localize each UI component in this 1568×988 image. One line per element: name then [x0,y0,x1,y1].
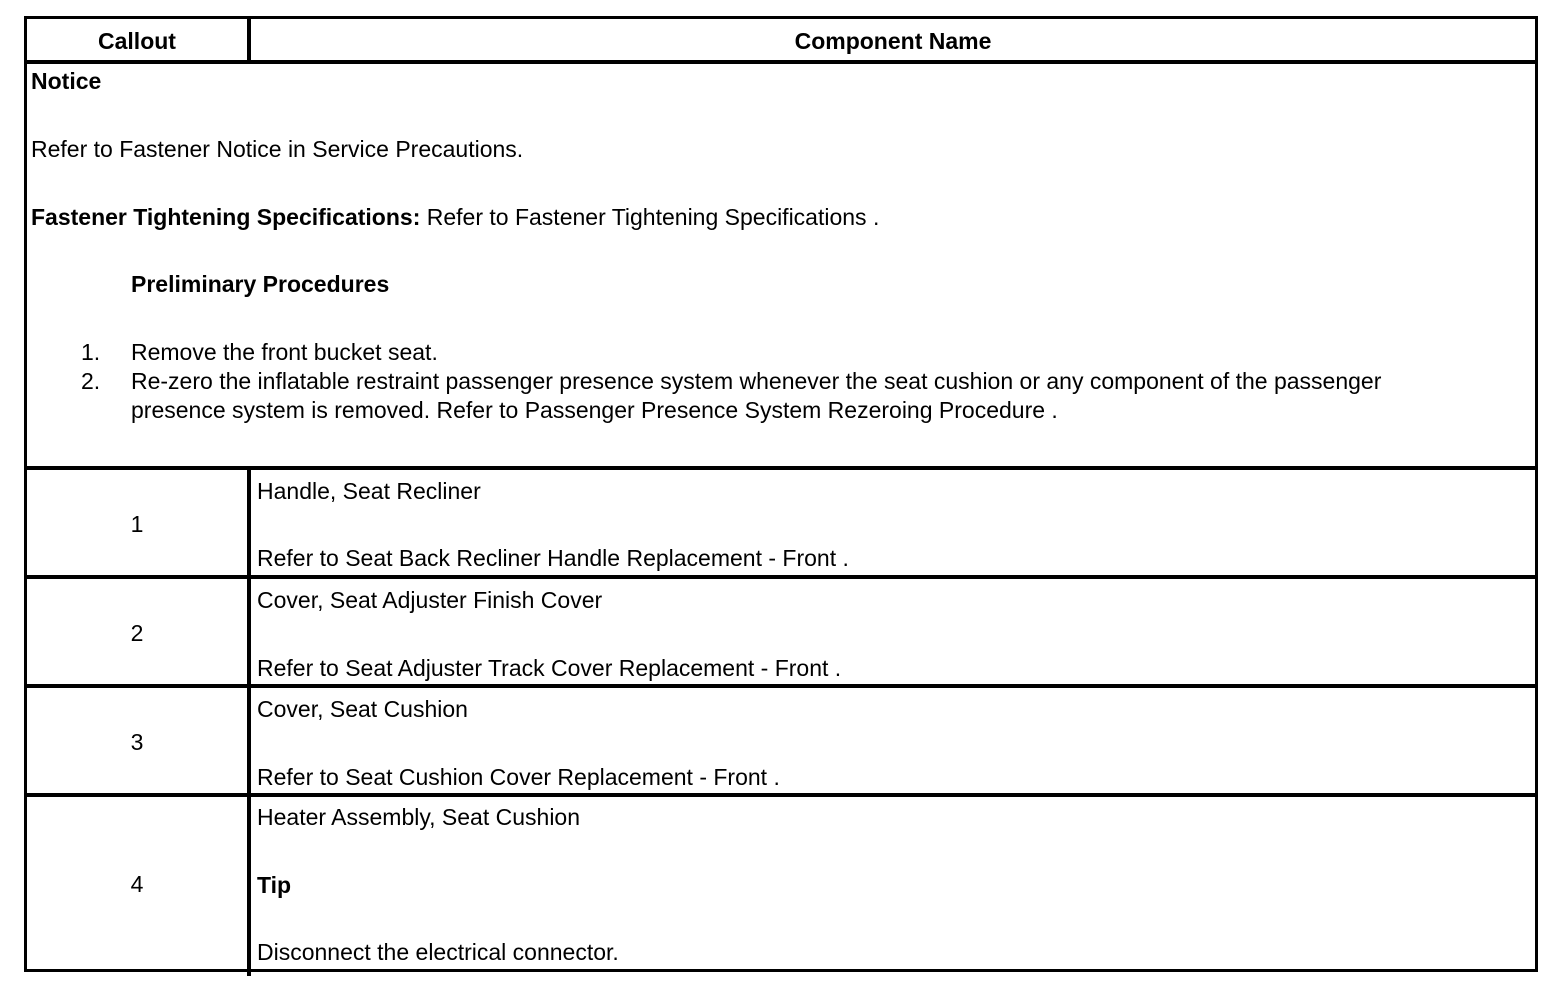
callout-number: 3 [130,729,144,755]
tip-label: Tip [257,872,292,898]
row-rule [27,684,1535,688]
callout-number: 2 [130,620,144,646]
fastener-spec-text: Refer to Fastener Tightening Specifications . [420,204,880,230]
column-divider [247,466,251,976]
header-bottom-rule [27,60,1535,64]
fastener-spec-line [31,203,879,232]
component-reference: Refer to Seat Back Recliner Handle Replacement - Front . [257,545,849,571]
notice-title: Notice [31,68,102,94]
step-text: Re-zero the inflatable restraint passenger presence system whenever the seat cushion or any component of the passenger [131,368,1382,394]
fastener-spec-label: Fastener Tightening Specifications: [31,204,421,230]
component-table [24,16,1538,972]
component-name: Cover, Seat Adjuster Finish Cover [257,587,603,613]
header-callout: Callout [98,27,176,54]
notice-bottom-rule [27,466,1535,470]
preliminary-procedures-title: Preliminary Procedures [131,271,390,297]
step-number: 1. [81,339,101,365]
component-reference: Refer to Seat Adjuster Track Cover Replacement - Front . [257,655,842,681]
row-rule [27,793,1535,797]
component-reference: Refer to Seat Cushion Cover Replacement - Front . [257,764,780,790]
component-name: Heater Assembly, Seat Cushion [257,804,581,830]
component-name: Handle, Seat Recliner [257,478,481,504]
header-divider [247,19,251,63]
callout-number: 4 [130,871,144,897]
header-component-name: Component Name [794,27,992,54]
component-reference: Disconnect the electrical connector. [257,939,619,965]
row-rule [27,575,1535,579]
callout-number: 1 [130,511,144,537]
notice-text: Refer to Fastener Notice in Service Precautions. [31,136,524,162]
step-number: 2. [81,368,101,394]
step-text-continued: presence system is removed. Refer to Passenger Presence System Rezeroing Procedure . [131,397,1058,423]
step-text: Remove the front bucket seat. [131,339,438,365]
component-name: Cover, Seat Cushion [257,696,468,722]
